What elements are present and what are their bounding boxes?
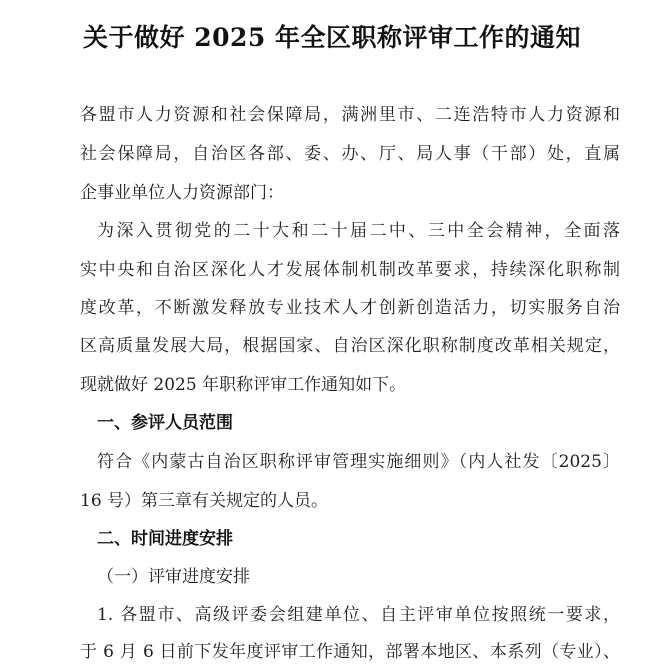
intro-paragraph-line-3: 度改革，不断激发释放专业技术人才创新创造活力，切实服务自治: [80, 298, 620, 318]
section-heading-1: 一、参评人员范围: [97, 413, 233, 433]
subsection-1-line-2: 于 6 月 6 日前下发年度评审工作通知，部署本地区、本系列（专业）、: [80, 642, 620, 662]
intro-paragraph-line-2: 实中央和自治区深化人才发展体制机制改革要求，持续深化职称制: [80, 260, 620, 280]
salutation-line-1: 各盟市人力资源和社会保障局，满洲里市、二连浩特市人力资源和: [80, 105, 620, 125]
subsection-heading-1: （一）评审进度安排: [97, 567, 250, 587]
section-heading-2: 二、时间进度安排: [97, 529, 233, 549]
intro-paragraph-line-5: 现就做好 2025 年职称评审工作通知如下。: [80, 375, 407, 395]
intro-paragraph-line-4: 区高质量发展大局，根据国家、自治区深化职称制度改革相关规定，: [80, 336, 620, 356]
salutation-line-2: 社会保障局，自治区各部、委、办、厅、局人事（干部）处，直属: [80, 144, 620, 164]
subsection-1-line-1: 1. 各盟市、高级评委会组建单位、自主评审单位按照统一要求，: [97, 605, 620, 625]
section-1-line-2: 16 号）第三章有关规定的人员。: [80, 491, 329, 511]
salutation-line-3: 企事业单位人力资源部门：: [80, 183, 284, 203]
section-1-line-1: 符合《内蒙古自治区职称评审管理实施细则》（内人社发〔2025〕: [97, 452, 620, 472]
document-title: 关于做好 2025 年全区职称评审工作的通知: [83, 23, 581, 52]
intro-paragraph-line-1: 为深入贯彻党的二十大和二十届二中、三中全会精神，全面落: [97, 221, 620, 241]
